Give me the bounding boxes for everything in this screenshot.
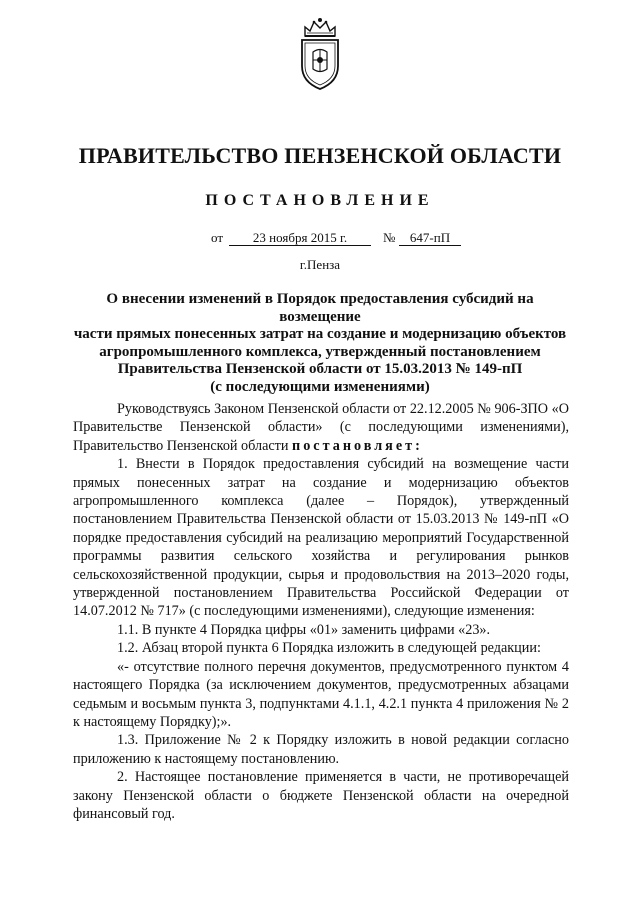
date-label: от [211,230,224,245]
item-1-2-quote-paragraph: «- отсутствие полного перечня документов, предусмотренного пунктом 4 настоящего Порядка (за исключением документов, предусмотренных абзацами седьмым и восьмым пункта 3, подпунктами 4.1.1, 4.2.1 пункта 4 приложения № 2 к настоящему Порядку);». [73,658,569,730]
penza-region-coat-of-arms-icon [296,16,344,92]
number-label: № [383,230,396,245]
subject-line: агропромышленного комплекса, утвержденный постановлением [99,343,541,360]
subject-line: части прямых понесенных затрат на создание и модернизацию объектов [73,326,567,343]
item-1-paragraph: 1. Внести в Порядок предоставления субсидий на возмещение части прямых понесенных затрат на создание и модернизацию объектов агропромышленного комплекса (далее – Порядок), утвержденный постановлением Правительства Пензенской области от 15.03.2013 № 149-пП «О порядке предоставления субсидий на реализацию мероприятий Государственной программы развития сельского хозяйства и регулирования рынков сельскохозяйственной продукции, сырья и продовольствия на 2013–2020 годы, утвержденной постановлением Правительства Российской Федерации от 14.07.2012 № 717» (с последующими изменениями), следующие изменения: [73,456,569,620]
government-name: ПРАВИТЕЛЬСТВО ПЕНЗЕНСКОЙ ОБЛАСТИ [78,143,562,168]
subject-line: Правительства Пензенской области от 15.03.2013 № 149-пП [117,361,523,378]
document-subject [68,291,572,397]
item-1-3-paragraph: 1.3. Приложение № 2 к Порядку изложить в новой редакции согласно приложению к настоящему постановлению. [73,732,569,767]
item-1-2-paragraph: 1.2. Абзац второй пункта 6 Порядка изложить в следующей редакции: [117,640,541,657]
item-1-1-paragraph: 1.1. В пункте 4 Порядка цифры «01» заменить цифрами «23». [117,621,491,638]
decree-word: постановляет: [292,437,423,454]
subject-line: (с последующими изменениями) [210,378,430,395]
preamble-text: Руководствуясь Законом Пензенской области от 22.12.2005 № 906-ЗПО «О Правительстве Пензенской области» (с последующими изменениями), Правительство Пензенской области [73,401,569,454]
subject-line: О внесении изменений в Порядок предоставления субсидий на возмещение [106,291,534,325]
number-value: 647-пП [399,230,461,246]
item-2-paragraph: 2. Настоящее постановление применяется в части, не противоречащей закону Пензенской области о бюджете Пензенской области на очередной финансовый год. [73,769,569,822]
date-value: 23 ноября 2015 г. [229,230,371,246]
document-body [73,400,569,823]
document-type: ПОСТАНОВЛЕНИЕ [205,192,435,209]
city: г.Пенза [299,257,341,272]
preamble-paragraph [73,400,569,455]
